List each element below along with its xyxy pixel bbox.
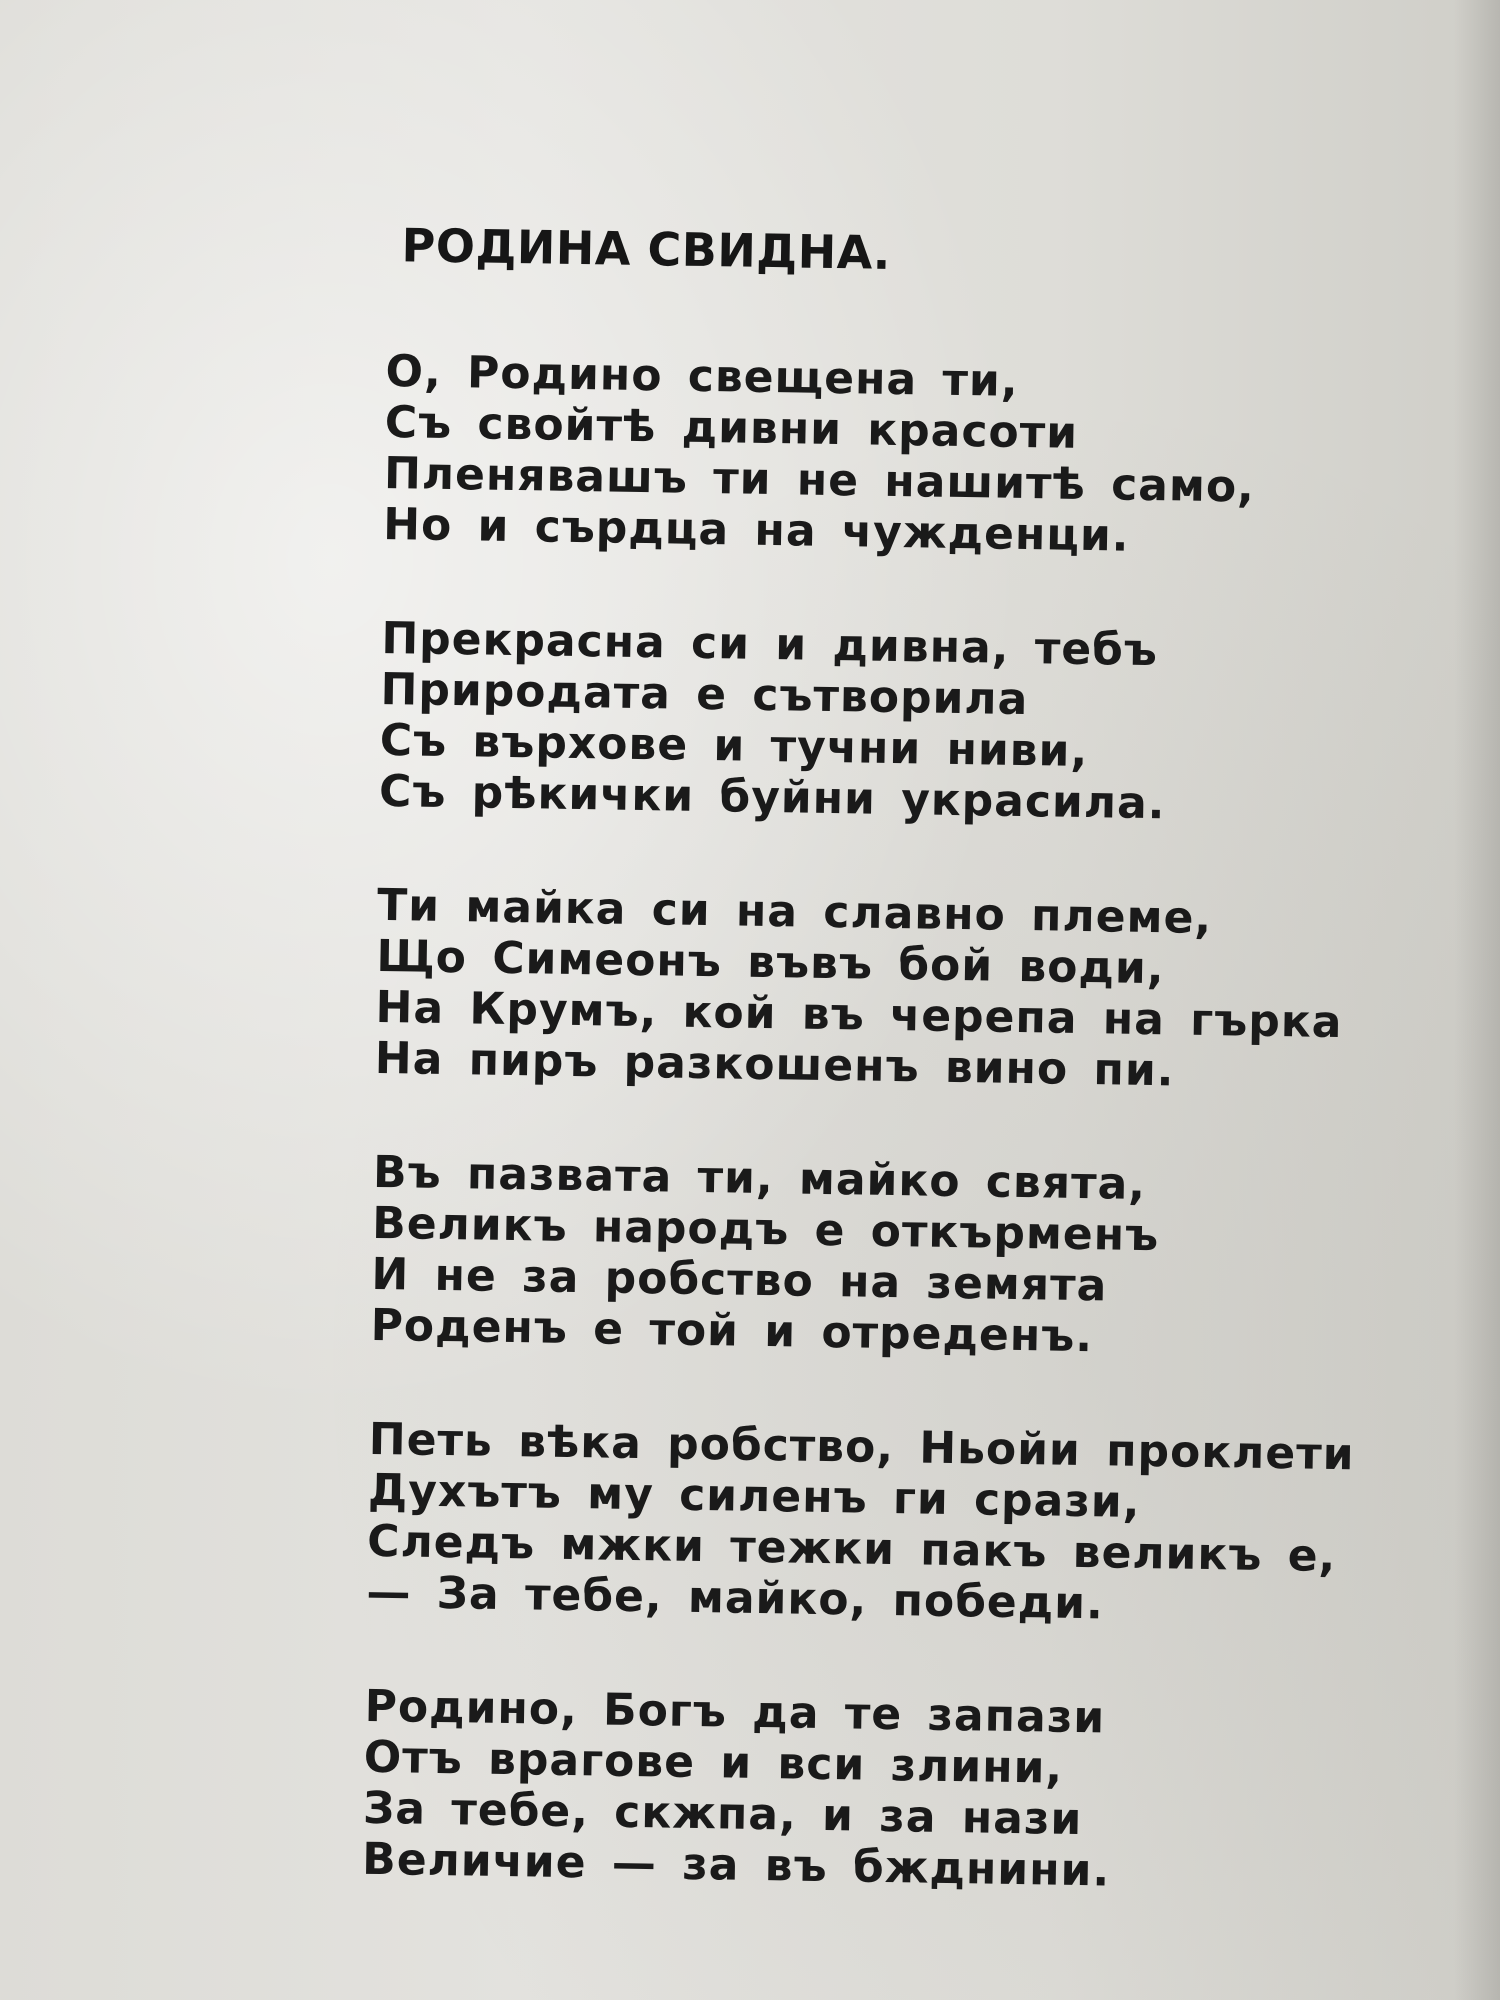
- poem-line: На Крумъ, кой въ черепа на гърка: [375, 981, 1343, 1049]
- poem-line: О, Родино свещена ти,: [385, 345, 1019, 407]
- poem-title: РОДИНА СВИДНА.: [401, 218, 892, 280]
- poem-line: На пиръ разкошенъ вино пи.: [374, 1032, 1175, 1097]
- poem-line: Съ свойтѣ дивни красоти: [384, 396, 1079, 459]
- poem-line: За тебе, скжпа, и за нази: [362, 1782, 1083, 1846]
- poem-line: Но и сърдца на чужденци.: [382, 498, 1130, 562]
- poem-line: Отъ врагове и вси злини,: [363, 1731, 1064, 1794]
- stanza-5: [366, 1413, 1355, 1633]
- stanza-4: [370, 1147, 1353, 1366]
- stanza-3: [374, 880, 1357, 1099]
- page-shadow: [1454, 0, 1500, 2000]
- poem-line: Духътъ му силенъ ги срази,: [367, 1464, 1141, 1528]
- poem-line: — За тебе, майко, победи.: [366, 1566, 1105, 1630]
- stanza-6: [362, 1681, 1345, 1900]
- poem-line: Роденъ е той и отреденъ.: [370, 1299, 1094, 1363]
- poem-line: Природата е сътворила: [380, 663, 1029, 726]
- poem-line: Прекрасна си и дивна, тебъ: [381, 612, 1159, 677]
- poem-line: Родино, Богъ да те запази: [364, 1680, 1106, 1744]
- poem-line: Пленявашъ ти не нашитѣ само,: [383, 447, 1256, 513]
- poem-line: Ти майка си на славно племе,: [376, 879, 1213, 945]
- poem-line: Що Симеонъ въвъ бой води,: [376, 930, 1165, 995]
- poem-line: Въ пазвата ти, майко свята,: [372, 1146, 1147, 1211]
- stanza-2: [379, 613, 1362, 832]
- poem-line: Великъ народъ е откърменъ: [371, 1197, 1160, 1262]
- poem: [361, 218, 1368, 1900]
- poem-line: И не за робство на земята: [371, 1248, 1108, 1312]
- poem-line: Величие — за въ бжднини.: [361, 1833, 1111, 1897]
- poem-line: Петь вѣка робство, Ньойи проклети: [368, 1413, 1355, 1481]
- poem-line: Съ рѣкички буйни украсила.: [378, 765, 1166, 830]
- poem-line: Следъ мжки тежки пакъ великъ е,: [366, 1515, 1337, 1583]
- stanza-1: [383, 346, 1366, 565]
- poem-line: Съ върхове и тучни ниви,: [379, 714, 1089, 778]
